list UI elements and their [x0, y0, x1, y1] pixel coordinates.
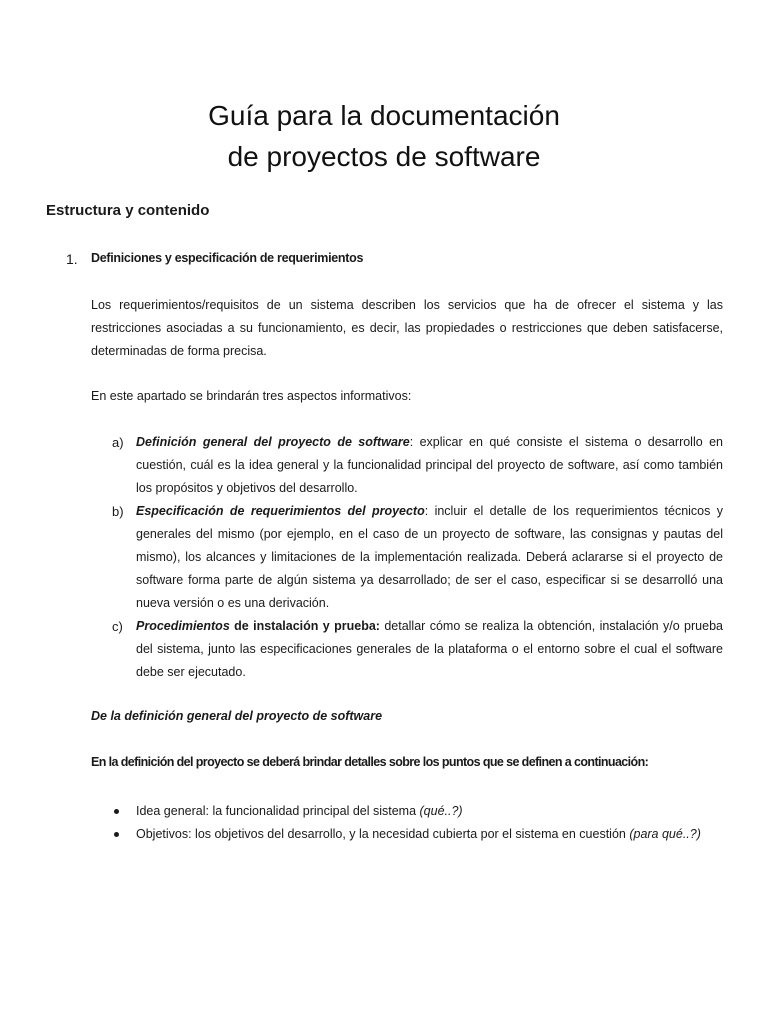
list-item-text: : incluir el detalle de los requerimientos técnicos y generales del mismo (por ejemplo, en el caso de un proyecto de software, las consignas y pautas del mismo), los alcances y limitaciones de la implementación realizada. Deberá aclararse si el proyecto de software forma parte de algún sistema ya desarrollado; de ser el caso, especificar si se desarrolló una nueva versión o es una derivación. — [136, 504, 723, 610]
list-item-lead: Procedimientos — [136, 619, 230, 633]
paragraph-definition-points: En la definición del proyecto se deberá brindar detalles sobre los puntos que se definen a continuación: — [91, 755, 649, 769]
paragraph-aspects-intro: En este apartado se brindarán tres aspectos informativos: — [91, 389, 412, 403]
bullet-item — [112, 800, 723, 823]
subheading-project-definition: De la definición general del proyecto de software — [91, 709, 383, 723]
bullet-text: Idea general: la funcionalidad principal del sistema — [136, 804, 420, 818]
title-line-1: Guía para la documentación — [208, 100, 560, 131]
list-item — [112, 500, 723, 615]
bullet-note: (qué..?) — [419, 804, 463, 818]
section-heading: Estructura y contenido — [46, 202, 210, 219]
paragraph-requirements-intro: Los requerimientos/requisitos de un sistema describen los servicios que ha de ofrecer el sistema y las restricciones asociadas a su funcionamiento, es decir, las propiedades o restricciones que deben satisfacerse, determinadas de forma precisa. — [91, 298, 723, 358]
list-marker: b) — [112, 504, 124, 519]
title-line-2: de proyectos de software — [227, 141, 541, 172]
bullet-icon — [114, 809, 119, 814]
list-marker: c) — [112, 619, 123, 634]
list-item-text: detallar cómo se realiza la obtención, instalación y/o prueba del sistema, junto las especificaciones generales de la plataforma o el entorno sobre el cual el software debe ser ejecutado. — [136, 619, 723, 679]
document-title — [0, 95, 768, 177]
list-marker: a) — [112, 435, 124, 450]
list-item-text: : explicar en qué consiste el sistema o desarrollo en cuestión, cuál es la idea general y la funcionalidad principal del proyecto de software, así como también los propósitos y objetivos del desarrollo. — [136, 435, 723, 495]
aspects-list — [112, 431, 723, 684]
bullet-text: Objetivos: los objetivos del desarrollo, y la necesidad cubierta por el sistema en cuestión — [136, 827, 630, 841]
item-heading: Definiciones y especificación de requerimientos — [91, 251, 364, 265]
list-item — [112, 615, 723, 684]
list-item-lead: Definición general del proyecto de software — [136, 435, 410, 449]
item-number: 1. — [66, 251, 78, 267]
list-item-lead-continued: de instalación y prueba: — [229, 619, 380, 633]
bullet-item — [112, 823, 723, 846]
bullet-note: (para qué..?) — [629, 827, 701, 841]
list-item — [112, 431, 723, 500]
definition-bullets — [112, 800, 723, 846]
bullet-icon — [114, 832, 119, 837]
list-item-lead: Especificación de requerimientos del proyecto — [136, 504, 425, 518]
